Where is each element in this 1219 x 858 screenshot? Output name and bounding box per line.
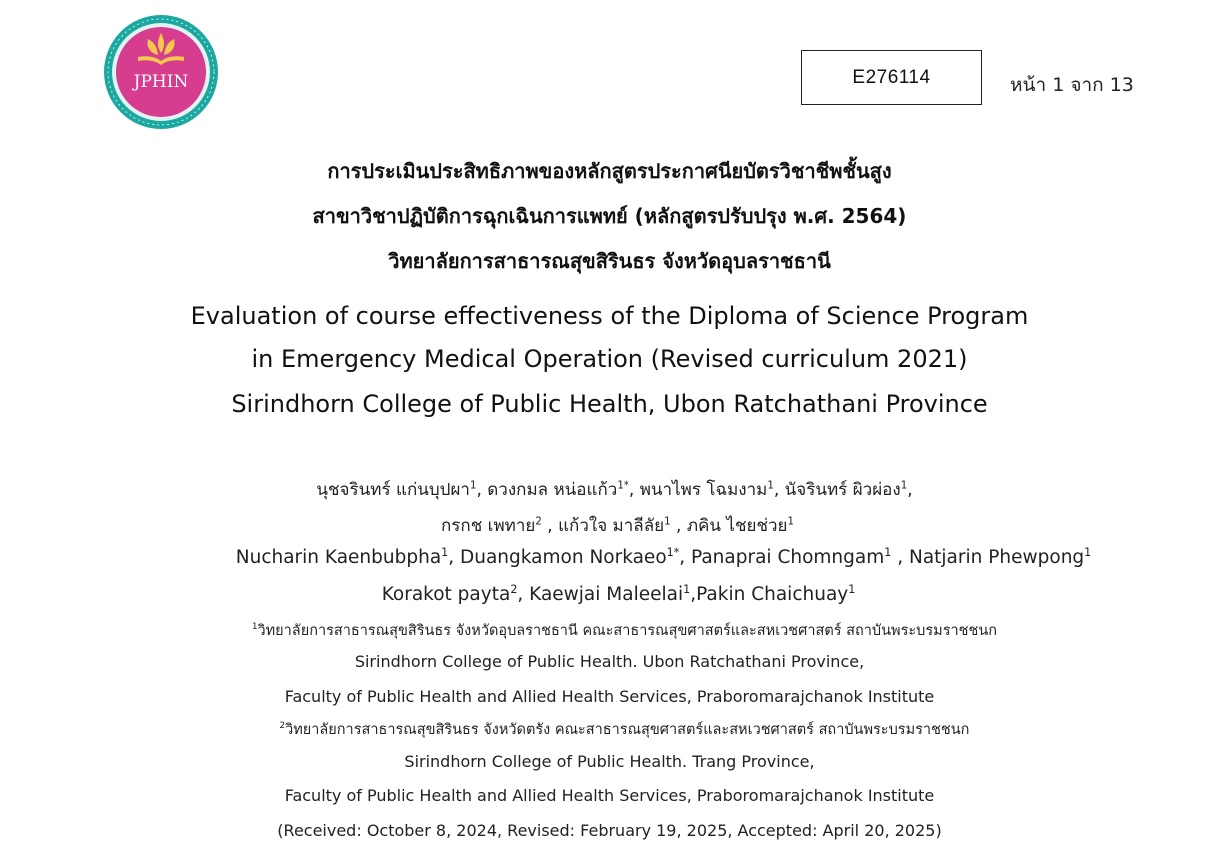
journal-logo bbox=[102, 13, 220, 131]
author-affil-sup: 2 bbox=[510, 582, 518, 596]
affiliation-2-th: $^2$วิทยาลัยการสาธารณสุขสิรินธร จังหวัดตรัง คณะสาธารณสุขศาสตร์และสหเวชศาสตร์ สถาบันพระบรมราชชนก bbox=[279, 721, 970, 738]
author-name: Duangkamon Norkaeo bbox=[460, 547, 667, 568]
author-name: นุชจรินทร์ แก่นบุปผา bbox=[316, 480, 470, 500]
author-affil-sup: 1 bbox=[900, 480, 908, 492]
title-th-line-3: วิทยาลัยการสาธารณสุขสิรินธร จังหวัดอุบลราชธานี bbox=[388, 249, 831, 273]
authors-en-line-2: Korakot payta$^2$, Kaewjai Maleelai$^1$,Pakin Chaichuay$^1$ bbox=[381, 582, 856, 605]
authors-en-line-1: Nucharin Kaenbubpha$^1$, Duangkamon Norkaeo$^{1*}$, Panaprai Chomngam$^1$ , Natjarin Phewpong$^1$ bbox=[235, 545, 1092, 568]
page-number: หน้า 1 จาก 13 bbox=[1010, 74, 1134, 96]
affiliation-1-th: $^1$วิทยาลัยการสาธารณสุขสิรินธร จังหวัดอุบลราชธานี คณะสาธารณสุขศาสตร์และสหเวชศาสตร์ สถาบันพระบรมราชชนก bbox=[251, 622, 998, 639]
author-affil-sup: 1* bbox=[617, 480, 629, 492]
author-affil-sup: 1 bbox=[469, 480, 477, 492]
affiliation-1-en-line-1: Sirindhorn College of Public Health. Ubon Ratchathani Province, bbox=[354, 652, 865, 671]
title-th-line-1: การประเมินประสิทธิภาพของหลักสูตรประกาศนียบัตรวิชาชีพชั้นสูง bbox=[327, 159, 892, 183]
author-name: Natjarin Phewpong bbox=[908, 547, 1085, 568]
title-en-line-3: Sirindhorn College of Public Health, Ubon Ratchathani Province bbox=[231, 390, 988, 418]
received-dates: (Received: October 8, 2024, Revised: February 19, 2025, Accepted: April 20, 2025) bbox=[277, 821, 942, 840]
author-affil-sup: 1 bbox=[848, 582, 856, 596]
author-name: กรกช เพทาย bbox=[441, 516, 536, 536]
title-th-line-2: สาขาวิชาปฏิบัติการฉุกเฉินการแพทย์ (หลักสูตรปรับปรุง พ.ศ. 2564) bbox=[312, 204, 907, 228]
author-name: Korakot payta bbox=[381, 584, 511, 605]
author-affil-sup: 1 bbox=[441, 545, 449, 559]
author-name: Kaewjai Maleelai bbox=[529, 584, 684, 605]
author-affil-sup: 1 bbox=[884, 545, 892, 559]
article-id: E276114 bbox=[801, 50, 982, 105]
author-name: ภคิน ไชยช่วย bbox=[686, 516, 788, 536]
author-affil-sup: 1 bbox=[1084, 545, 1092, 559]
affiliation-1-en-line-2: Faculty of Public Health and Allied Health Services, Praboromarajchanok Institute bbox=[284, 687, 935, 706]
title-en-line-1: Evaluation of course effectiveness of the Diploma of Science Program bbox=[190, 302, 1029, 330]
author-affil-sup: 1 bbox=[664, 516, 671, 528]
affiliation-sup: 2 bbox=[279, 721, 286, 732]
author-name: แก้วใจ มาลีลัย bbox=[558, 516, 665, 536]
title-en-line-2: in Emergency Medical Operation (Revised curriculum 2021) bbox=[251, 345, 968, 373]
authors-th-line-2: กรกช เพทาย$^2$ , แก้วใจ มาลีลัย$^1$ , ภคิน ไชยช่วย$^1$ bbox=[441, 516, 794, 536]
author-name: นัจรินทร์ ผิวผ่อง bbox=[784, 480, 901, 500]
author-name: Panaprai Chomngam bbox=[691, 547, 885, 568]
author-affil-sup: 2 bbox=[535, 516, 542, 528]
author-name: พนาไพร โฉมงาม bbox=[639, 480, 768, 500]
author-name: Pakin Chaichuay bbox=[696, 584, 849, 605]
author-affil-sup: 1 bbox=[787, 516, 794, 528]
authors-th-line-1: นุชจรินทร์ แก่นบุปผา$^1$, ดวงกมล หน่อแก้ว$^{1*}$, พนาไพร โฉมงาม$^1$, นัจรินทร์ ผิวผ่อง$^1$, bbox=[316, 480, 913, 500]
author-affil-sup: 1* bbox=[666, 545, 680, 559]
author-name: Nucharin Kaenbubpha bbox=[235, 547, 442, 568]
author-affil-sup: 1 bbox=[767, 480, 774, 492]
author-affil-sup: 1 bbox=[683, 582, 691, 596]
author-name: ดวงกมล หน่อแก้ว bbox=[487, 480, 618, 500]
affiliation-2-en-line-1: Sirindhorn College of Public Health. Trang Province, bbox=[404, 752, 815, 771]
logo-text: JPHIN bbox=[133, 72, 189, 92]
affiliation-2-en-line-2: Faculty of Public Health and Allied Health Services, Praboromarajchanok Institute bbox=[284, 786, 935, 805]
affiliation-sup: 1 bbox=[251, 622, 258, 633]
